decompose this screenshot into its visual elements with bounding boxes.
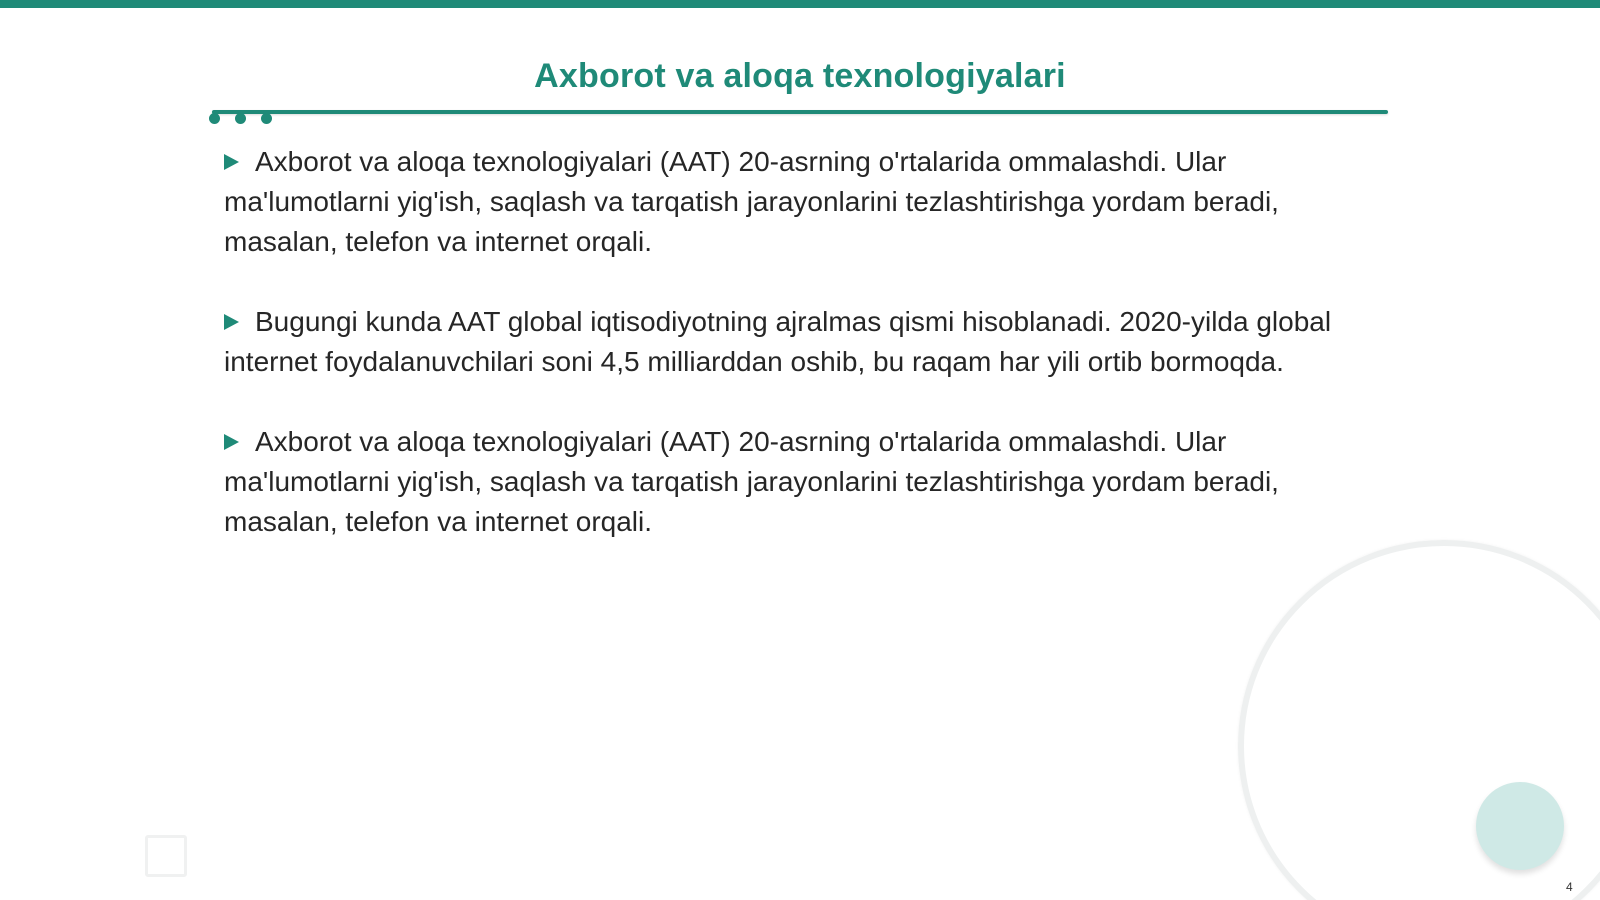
bullet-item-3: [224, 422, 1344, 542]
decor-small-circle: [1476, 782, 1564, 870]
bullet-text-2: Bugungi kunda AAT global iqtisodiyotning ajralmas qismi hisoblanadi. 2020-yilda global internet foydalanuvchilari soni 4,5 milliarddan oshib, bu raqam har yili ortib bormoqda.: [224, 306, 1332, 377]
decor-square: [145, 835, 187, 877]
decor-dot-1: [209, 113, 220, 124]
triangle-right-icon: [224, 314, 239, 330]
bullet-item-1: [224, 142, 1344, 262]
decor-dot-2: [235, 113, 246, 124]
triangle-right-icon: [224, 434, 239, 450]
title-underline: [212, 110, 1388, 114]
triangle-right-icon: [224, 154, 239, 170]
top-accent-bar: [0, 0, 1600, 8]
bullet-text-1: Axborot va aloqa texnologiyalari (AAT) 20-asrning o'rtalarida ommalashdi. Ular ma'lumotlarni yig'ish, saqlash va tarqatish jarayonlarini tezlashtirishga yordam beradi, masalan, telefon va internet orqali.: [224, 146, 1279, 257]
decor-dot-3: [261, 113, 272, 124]
bullet-text-3: Axborot va aloqa texnologiyalari (AAT) 20-asrning o'rtalarida ommalashdi. Ular ma'lumotlarni yig'ish, saqlash va tarqatish jarayonlarini tezlashtirishga yordam beradi, masalan, telefon va internet orqali.: [224, 426, 1279, 537]
bullet-list: [224, 142, 1344, 582]
slide-title: Axborot va aloqa texnologiyalari: [534, 57, 1066, 95]
bullet-item-2: [224, 302, 1344, 382]
page-number: 4: [1566, 880, 1573, 894]
